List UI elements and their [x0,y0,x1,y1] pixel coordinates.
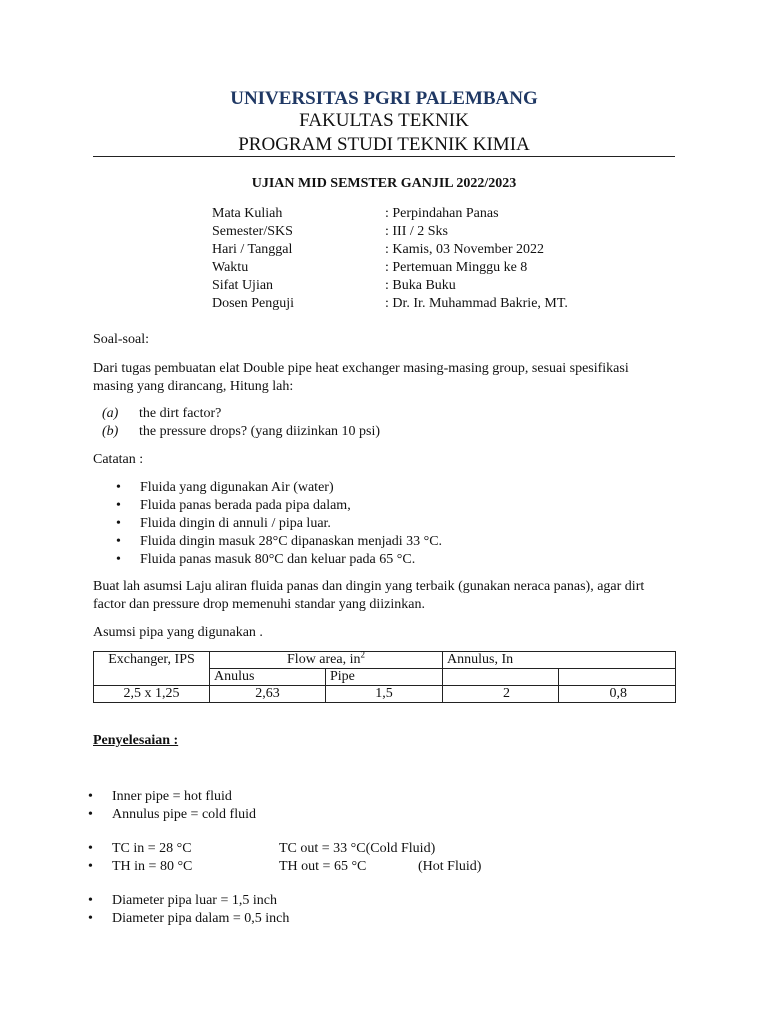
questions-heading: Soal-soal: [93,332,149,347]
solution-item: Inner pipe = hot fluid [112,789,232,804]
university-name: UNIVERSITAS PGRI PALEMBANG [230,88,538,109]
th-out: TH out = 65 °C [279,859,367,874]
th-empty [443,669,559,686]
solution-heading: Penyelesaian : [93,733,179,748]
th-annulus: Annulus, In [443,652,676,669]
bullet-icon: • [88,807,93,822]
bullet-icon: • [88,789,93,804]
note-item: Fluida dingin masuk 28°C dipanaskan menjadi 33 °C. [140,534,443,549]
question-b-text: the pressure drops? (yang diizinkan 10 psi) [139,424,381,439]
questions-intro: Dari tugas pembuatan elat Double pipe heat exchanger masing-masing group, sesuai spesifikasi masing yang dirancang, Hitung lah: [93,361,629,394]
th-in: TH in = 80 °C [112,859,193,874]
th-empty [559,669,676,686]
faculty-name: FAKULTAS TEKNIK [299,110,469,131]
bullet-icon: • [116,516,121,531]
question-b-mark: (b) [102,424,119,439]
info-value-course: : Perpindahan Panas [385,206,499,221]
bullet-icon: • [88,841,93,856]
note-item: Fluida panas masuk 80°C dan keluar pada 65 °C. [140,552,416,567]
info-value-date: : Kamis, 03 November 2022 [385,242,545,257]
th-anulus: Anulus [210,669,326,686]
exam-title: UJIAN MID SEMSTER GANJIL 2022/2023 [251,176,517,191]
solution-item: Diameter pipa luar = 1,5 inch [112,893,277,908]
info-label-semester: Semester/SKS [212,224,293,239]
info-value-exam-type: : Buka Buku [385,278,456,293]
info-label-date: Hari / Tanggal [212,242,293,257]
bullet-icon: • [88,893,93,908]
note-item: Fluida dingin di annuli / pipa luar. [140,516,331,531]
notes-heading: Catatan : [93,452,144,467]
header-divider [93,156,675,157]
tc-out: TC out = 33 °C(Cold Fluid) [279,841,436,856]
info-value-semester: : III / 2 Sks [385,224,448,239]
bullet-icon: • [88,911,93,926]
bullet-icon: • [116,498,121,513]
note-item: Fluida panas berada pada pipa dalam, [140,498,351,513]
info-value-time: : Pertemuan Minggu ke 8 [385,260,528,275]
bullet-icon: • [116,534,121,549]
pipe-heading: Asumsi pipa yang digunakan . [93,625,263,640]
th-pipe: Pipe [326,669,443,686]
table-cell: 2,63 [210,686,326,703]
info-label-exam-type: Sifat Ujian [212,278,274,293]
table-cell: 2 [443,686,559,703]
table-row [94,686,676,703]
pipe-table [93,651,676,703]
question-a-mark: (a) [102,406,119,421]
info-label-course: Mata Kuliah [212,206,283,221]
th-exchanger: Exchanger, IPS [94,652,210,686]
note-item: Fluida yang digunakan Air (water) [140,480,334,495]
table-cell: 0,8 [559,686,676,703]
tc-in: TC in = 28 °C [112,841,192,856]
question-a-text: the dirt factor? [139,406,222,421]
table-header-row [94,652,676,669]
th-note: (Hot Fluid) [418,859,482,874]
program-name: PROGRAM STUDI TEKNIK KIMIA [238,134,530,155]
th-flow-area-label: Flow area, in [287,652,361,667]
table-cell: 1,5 [326,686,443,703]
info-label-time: Waktu [212,260,249,275]
solution-item: Annulus pipe = cold fluid [112,807,256,822]
th-flow-area-sup: 2 [360,649,365,660]
th-flow-area [210,649,443,669]
assumption-paragraph: Buat lah asumsi Laju aliran fluida panas dan dingin yang terbaik (gunakan neraca panas), agar dirt factor dan pressure drop memenuhi standar yang diizinkan. [93,579,645,612]
table-cell: 2,5 x 1,25 [94,686,210,703]
info-value-examiner: : Dr. Ir. Muhammad Bakrie, MT. [385,296,568,311]
solution-item: Diameter pipa dalam = 0,5 inch [112,911,290,926]
bullet-icon: • [116,552,121,567]
bullet-icon: • [116,480,121,495]
info-label-examiner: Dosen Penguji [212,296,295,311]
bullet-icon: • [88,859,93,874]
